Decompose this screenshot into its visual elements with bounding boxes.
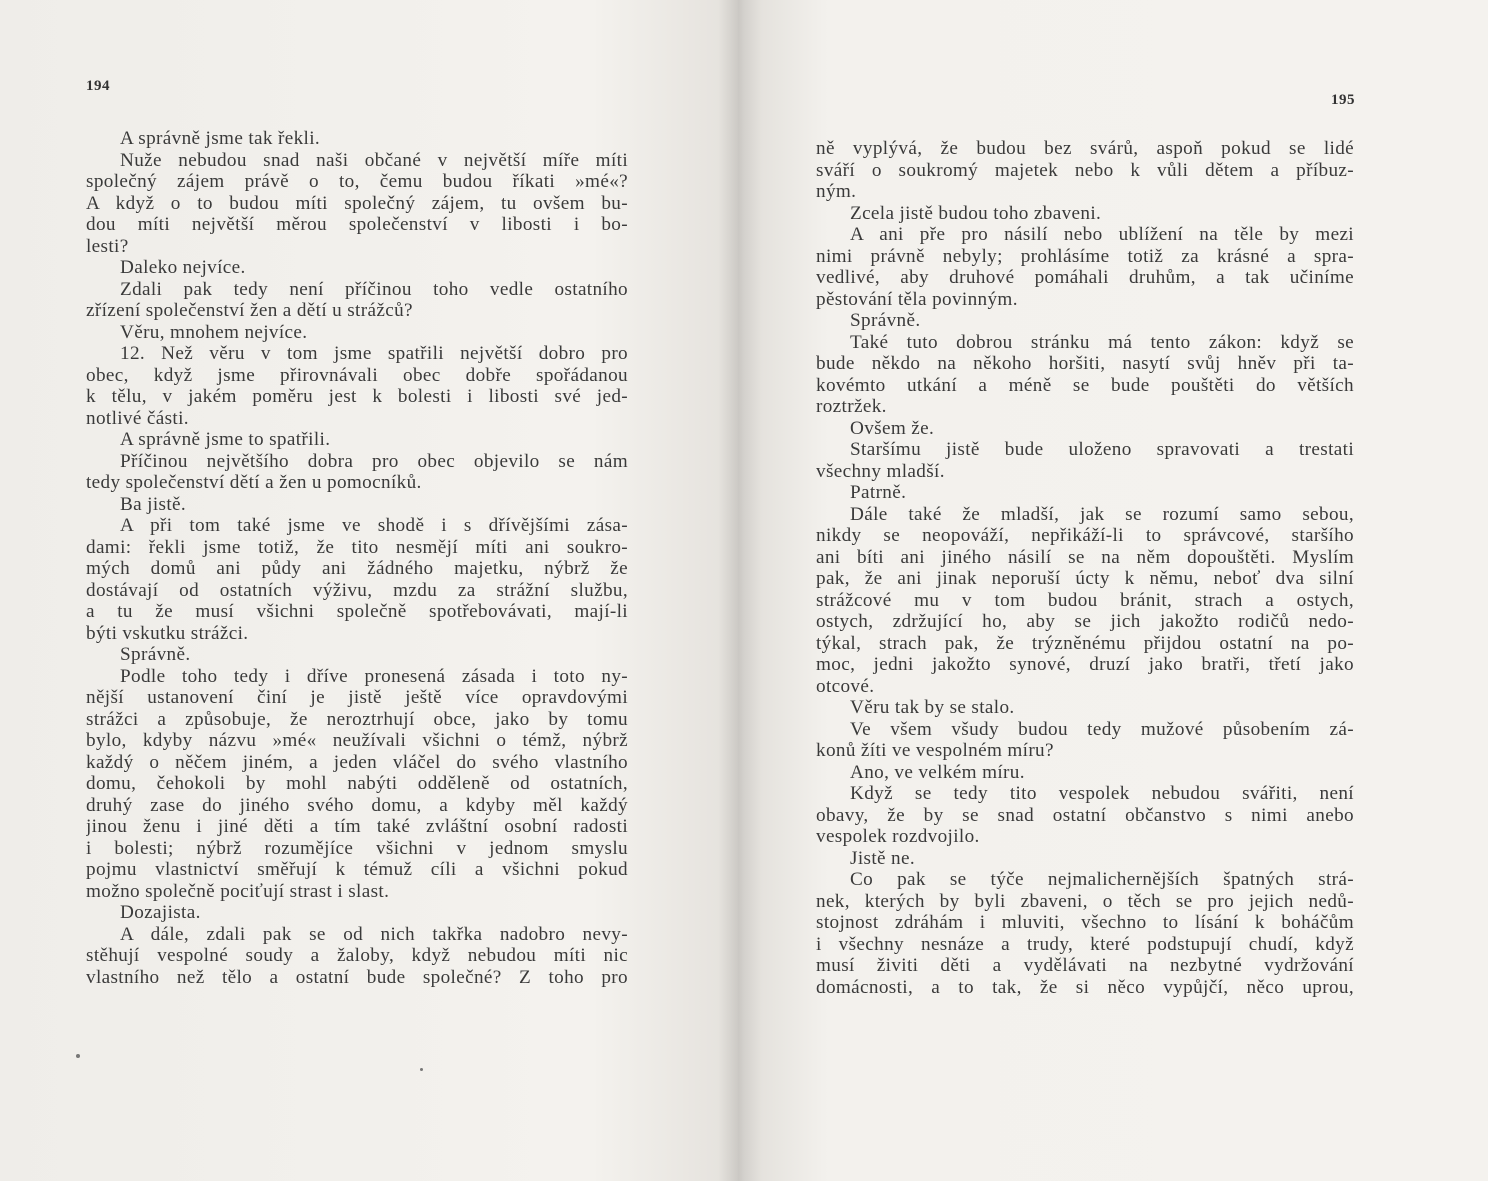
text-line: tedy společenství dětí a žen u pomocníků. <box>86 472 422 493</box>
text-line: Věru, mnohem nejvíce. <box>120 321 308 343</box>
text-line: i bolesti; nýbrž rozumějíce všichni v jednom smyslu <box>86 837 628 859</box>
text-line: společný zájem právě o to, čemu budou říkati »mé«? <box>86 171 628 192</box>
text-line: Zcela jistě budou toho zbaveni. <box>850 202 1102 224</box>
text-line: i všechny nesnáze a trudy, které podstupují chudí, když <box>816 933 1354 955</box>
page-text <box>86 128 628 988</box>
text-line: pak, že ani jinak neporuší úcty k němu, neboť dva silní <box>816 568 1354 589</box>
text-line: moc, jedni jakožto synové, druzí jako bratři, třetí jako <box>816 654 1354 675</box>
text-line: Příčinou největšího dobra pro obec objevilo se nám <box>120 450 628 472</box>
text-line: možno společně pociťují strast i slast. <box>86 880 390 902</box>
text-line: Správně. <box>850 310 921 331</box>
text-line: vedlivé, aby druhové pomáhali druhům, a tak učiníme <box>816 267 1354 288</box>
text-line: všechny mladší. <box>816 460 945 482</box>
text-line: Co pak se týče nejmalichernějších špatných strá- <box>850 869 1354 890</box>
text-line: Nuže nebudou snad naši občané v největší míře míti <box>120 149 628 171</box>
text-line: domu, čehokoli by mohl nabýti odděleně od ostatních, <box>86 773 628 794</box>
text-line: Ba jistě. <box>120 493 187 515</box>
text-line: obavy, že by se snad ostatní občanstvo s nimi anebo <box>816 804 1354 826</box>
text-line: A správně jsme to spatřili. <box>120 429 331 450</box>
text-line: Ovšem že. <box>850 417 935 439</box>
text-line: nikdy se neopováží, nepřikáží-li to správcové, staršího <box>816 525 1354 546</box>
text-line: roztržek. <box>816 396 887 417</box>
text-line: pojmu vlastnictví směřují k témuž cíli a všichni pokud <box>86 859 628 880</box>
text-line: A správně jsme tak řekli. <box>120 128 321 149</box>
text-line: ostych, zdržující ho, aby se jich jakožto rodičů nedo- <box>816 611 1354 632</box>
text-line: vespolek rozdvojilo. <box>816 826 980 847</box>
right-page <box>738 0 1488 1181</box>
page-number: 195 <box>1331 92 1355 108</box>
text-line: notlivé části. <box>86 407 189 429</box>
text-line: Ve všem všudy budou tedy mužové působením zá- <box>850 718 1354 740</box>
text-line: kovémto utkání a méně se bude pouštěti do větších <box>816 374 1354 396</box>
text-line: Věru tak by se stalo. <box>850 697 1015 718</box>
text-line: Dále také že mladší, jak se rozumí samo sebou, <box>850 503 1354 525</box>
text-line: A při tom také jsme ve shodě i s dřívějšími zása- <box>120 515 628 536</box>
book-gutter <box>718 0 762 1181</box>
text-line: Správně. <box>120 644 191 665</box>
text-line: každý o něčem jiném, a jeden vláčel do svého vlastního <box>86 751 628 773</box>
text-line: strážcové mu v tom budou bránit, strach a ostych, <box>816 589 1354 611</box>
text-line: Podle toho tedy i dříve pronesená zásada i toto ny- <box>120 665 628 687</box>
text-line: konů žíti ve vespolném míru? <box>816 740 1054 761</box>
text-line: stěhují vespolné soudy a žaloby, když nebudou míti nic <box>86 945 628 966</box>
text-line: Patrně. <box>850 482 907 503</box>
text-line: strážci a způsobuje, že neroztrhují obce, jako by tomu <box>86 708 628 730</box>
text-line: pěstování těla povinným. <box>816 288 1018 310</box>
text-line: otcové. <box>816 675 875 697</box>
text-line: jinou ženu i jiné děti a tím také zvláštní osobní radosti <box>86 816 628 837</box>
text-line: týkal, strach pak, že trýzněnému přijdou ostatní na po- <box>816 632 1354 654</box>
text-line: A když o to budou míti společný zájem, tu ovšem bu- <box>86 192 628 214</box>
left-page <box>0 0 738 1181</box>
paper-speck <box>76 1054 80 1058</box>
text-line: dami: řekli jsme totiž, že tito nesmějí míti ani soukro- <box>86 536 628 558</box>
text-line: býti vskutku strážci. <box>86 622 249 644</box>
text-line: ani bíti ani jiného násilí se na něm dopouštěti. Myslím <box>816 546 1354 568</box>
text-line: Jistě ne. <box>850 847 915 869</box>
text-line: dostávají od ostatních výživu, mzdu za strážní službu, <box>86 579 628 601</box>
text-line: Staršímu jistě bude uloženo spravovati a trestati <box>850 439 1354 460</box>
text-line: bylo, kdyby názvu »mé« neužívali všichni o témž, nýbrž <box>86 730 628 751</box>
text-line: 12. Než věru v tom jsme spatřili největší dobro pro <box>120 343 628 364</box>
text-line: nější ustanovení činí je jistě ještě více opravdovými <box>86 687 628 708</box>
text-line: obec, když jsme přirovnávali obec dobře spořádanou <box>86 364 628 386</box>
text-line: bude někdo na někoho horšiti, nasytí svůj hněv při ta- <box>816 353 1354 374</box>
text-line: lesti? <box>86 235 129 257</box>
text-line: zřízení společenství žen a dětí u strážců? <box>86 300 413 321</box>
text-line: Dozajista. <box>120 902 201 923</box>
text-line: Ano, ve velkém míru. <box>850 761 1025 783</box>
paper-speck <box>420 1068 423 1071</box>
text-line: Daleko nejvíce. <box>120 257 246 278</box>
text-line: nimi právně nebyly; prohlásíme totiž za krásné a spra- <box>816 245 1354 267</box>
text-line: a tu že musí všichni společně spotřebovávati, mají-li <box>86 601 628 622</box>
text-line: Když se tedy tito vespolek nebudou svářiti, není <box>850 783 1354 804</box>
text-line: k tělu, v jakém poměru jest k bolesti i libosti své jed- <box>86 386 628 407</box>
text-line: domácnosti, a to tak, že si něco vypůjčí, něco uprou, <box>816 976 1354 998</box>
text-line: ně vyplývá, že budou bez svárů, aspoň pokud se lidé <box>816 138 1354 159</box>
text-line: A dále, zdali pak se od nich takřka nadobro nevy- <box>120 923 628 945</box>
text-line: ným. <box>816 181 857 202</box>
text-line: druhý zase do jiného svého domu, a kdyby měl každý <box>86 794 628 816</box>
text-line: Zdali pak tedy není příčinou toho vedle ostatního <box>120 278 628 300</box>
text-line: mých domů ani půdy ani žádného majetku, nýbrž že <box>86 558 628 579</box>
text-line: sváří o soukromý majetek nebo k vůli dětem a příbuz- <box>816 159 1354 181</box>
text-line: Také tuto dobrou stránku má tento zákon: když se <box>850 331 1354 353</box>
text-line: stojnost zdráhám i mluviti, všechno to lísání k boháčům <box>816 912 1354 933</box>
page-number: 194 <box>86 78 110 94</box>
text-line: musí živiti děti a vydělávati na nezbytné vydržování <box>816 955 1354 976</box>
text-line: vlastního než tělo a ostatní bude společné? Z toho pro <box>86 966 628 988</box>
page-text <box>816 138 1354 998</box>
text-line: dou míti největší měrou společenství v libosti i bo- <box>86 214 628 235</box>
text-line: nek, kterých by byli zbaveni, o těch se pro jejich nedů- <box>816 890 1354 912</box>
text-line: A ani pře pro násilí nebo ublížení na těle by mezi <box>850 224 1354 245</box>
